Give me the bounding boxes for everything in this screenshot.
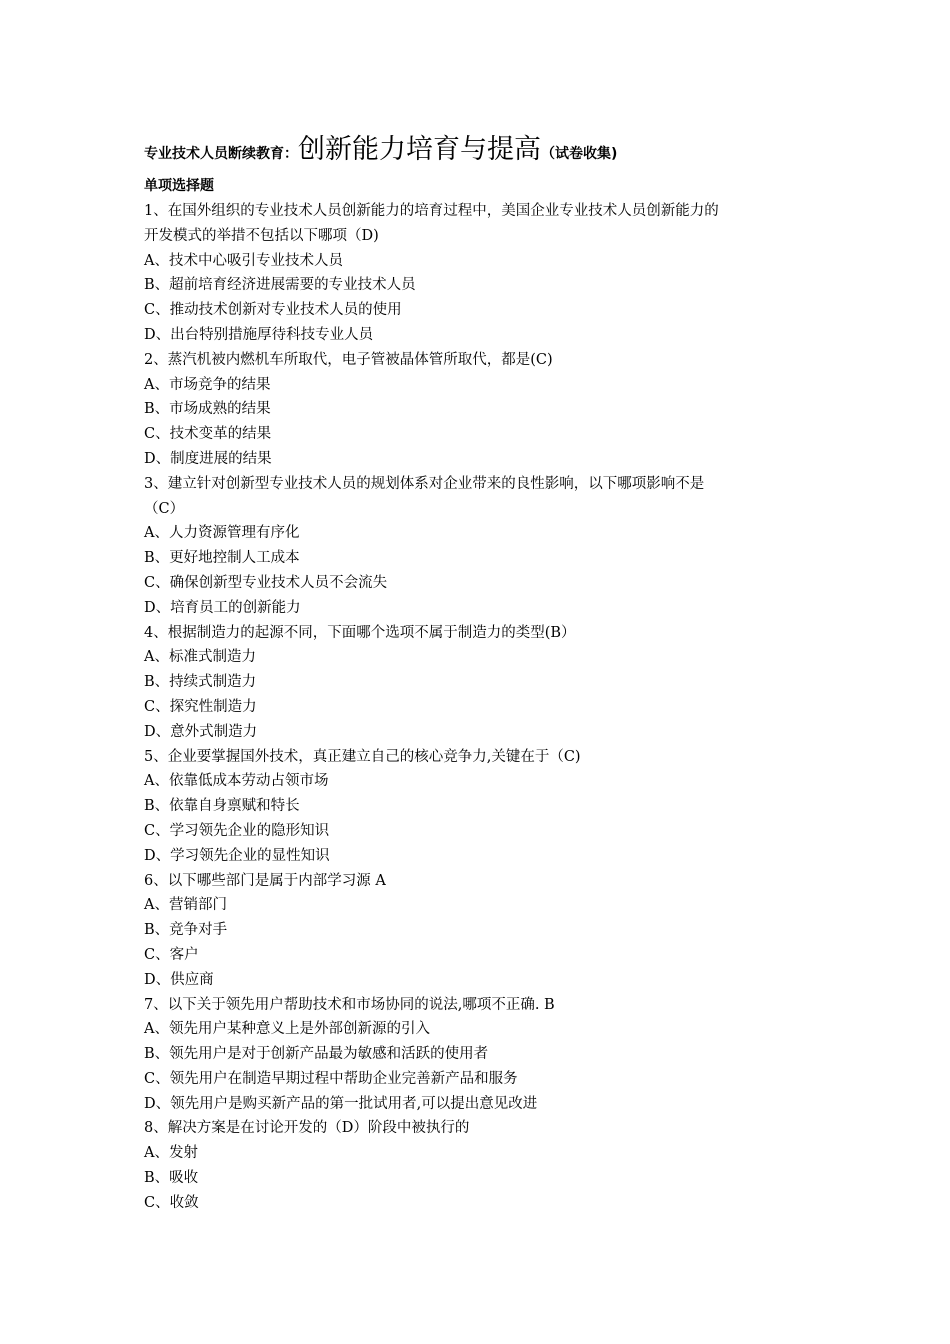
- question-3: [144, 472, 814, 621]
- answer-option: B、领先用户是对于创新产品最为敏感和活跃的使用者: [144, 1046, 489, 1063]
- answer-option: D、学习领先企业的显性知识: [144, 847, 330, 864]
- question-stem-line: 2、蒸汽机被内燃机车所取代，电子管被晶体管所取代，都是(C): [144, 351, 553, 368]
- answer-option: B、持续式制造力: [144, 674, 257, 691]
- answer-option: D、出台特别措施厚待科技专业人员: [144, 326, 374, 343]
- question-1: [144, 199, 814, 348]
- title-prefix: 专业技术人员断续教育：: [144, 146, 298, 162]
- answer-option: A、营销部门: [144, 897, 227, 914]
- title-suffix: （试卷收集): [541, 146, 618, 162]
- answer-option: D、领先用户是购买新产品的第一批试用者,可以提出意见改进: [144, 1095, 538, 1112]
- question-stem-line: 7、以下关于领先用户帮助技术和市场协同的说法,哪项不正确. B: [144, 996, 555, 1013]
- question-list: [144, 199, 814, 1216]
- title-main: 创新能力培育与提高: [298, 134, 541, 165]
- answer-option: C、技术变革的结果: [144, 426, 272, 443]
- question-stem-line: 1、在国外组织的专业技术人员创新能力的培育过程中，美国企业专业技术人员创新能力的: [144, 203, 719, 219]
- answer-option: D、培育员工的创新能力: [144, 599, 301, 616]
- question-5: [144, 745, 814, 869]
- answer-option: C、领先用户在制造早期过程中帮助企业完善新产品和服务: [144, 1070, 518, 1087]
- answer-option: C、探究性制造力: [144, 698, 257, 715]
- question-8: [144, 1116, 814, 1215]
- answer-option: C、推动技术创新对专业技术人员的使用: [144, 302, 402, 319]
- answer-option: D、制度进展的结果: [144, 450, 272, 467]
- document-title: [144, 132, 814, 168]
- question-stem-line: 6、以下哪些部门是属于内部学习源 A: [144, 872, 386, 889]
- question-2: [144, 348, 814, 472]
- question-stem-line: （C）: [144, 500, 185, 517]
- question-stem-line: 4、根据制造力的起源不同，下面哪个选项不属于制造力的类型(B）: [144, 624, 576, 641]
- answer-option: A、市场竞争的结果: [144, 376, 271, 393]
- answer-option: B、依靠自身禀赋和特长: [144, 798, 300, 815]
- answer-option: C、学习领先企业的隐形知识: [144, 822, 330, 839]
- answer-option: B、更好地控制人工成本: [144, 550, 300, 567]
- answer-option: B、超前培育经济进展需要的专业技术人员: [144, 277, 416, 294]
- answer-option: A、标准式制造力: [144, 649, 256, 666]
- answer-option: A、发射: [144, 1145, 198, 1162]
- question-stem-line: 3、建立针对创新型专业技术人员的规划体系对企业带来的良性影响，以下哪项影响不是: [144, 475, 705, 492]
- question-stem-line: 8、解决方案是在讨论开发的（D）阶段中被执行的: [144, 1120, 470, 1137]
- answer-option: B、市场成熟的结果: [144, 401, 271, 418]
- answer-option: A、依靠低成本劳动占领市场: [144, 773, 329, 790]
- question-stem-line: 5、企业要掌握国外技术，真正建立自己的核心竞争力,关键在于（C): [144, 748, 581, 765]
- answer-option: D、供应商: [144, 971, 214, 988]
- answer-option: A、技术中心吸引专业技术人员: [144, 252, 343, 269]
- question-stem-line: 开发模式的举措不包括以下哪项（D): [144, 227, 379, 244]
- question-4: [144, 621, 814, 745]
- question-6: [144, 869, 814, 993]
- answer-option: A、领先用户某种意义上是外部创新源的引入: [144, 1021, 430, 1038]
- answer-option: B、吸收: [144, 1170, 199, 1187]
- document-page: [144, 132, 814, 1216]
- answer-option: C、确保创新型专业技术人员不会流失: [144, 574, 388, 591]
- answer-option: B、竞争对手: [144, 922, 228, 939]
- section-title: 单项选择题: [144, 178, 214, 194]
- answer-option: C、收敛: [144, 1194, 199, 1211]
- answer-option: D、意外式制造力: [144, 723, 258, 740]
- answer-option: C、客户: [144, 946, 199, 963]
- question-7: [144, 993, 814, 1117]
- answer-option: A、人力资源管理有序化: [144, 525, 300, 542]
